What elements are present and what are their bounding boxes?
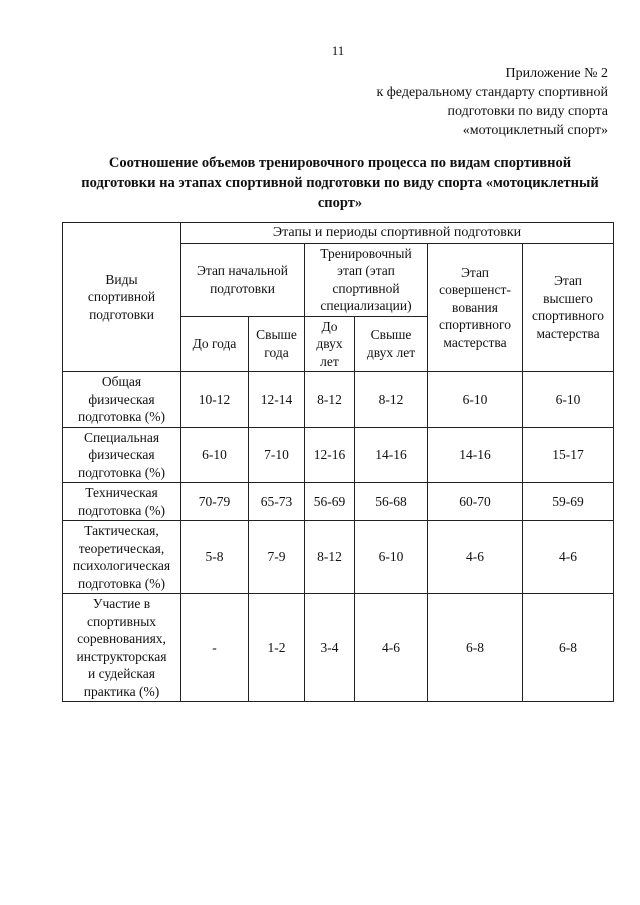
table-cell: 14-16 [355, 427, 428, 483]
appendix-line-1: Приложение № 2 [505, 66, 608, 81]
table-row [63, 521, 614, 594]
table-cell: 15-17 [523, 427, 614, 483]
table-row [63, 372, 614, 428]
row-label: Общая физическая подготовка (%) [63, 372, 181, 428]
header-stage-higher: Этап высшего спортивного мастерства [523, 243, 614, 372]
page-number: 11 [331, 43, 345, 58]
header-initial-up-to-year: До года [181, 316, 249, 372]
row-label: Техническая подготовка (%) [63, 483, 181, 521]
table-cell: 10-12 [181, 372, 249, 428]
appendix-line-3: подготовки по виду спорта [447, 104, 608, 119]
row-label: Специальная физическая подготовка (%) [63, 427, 181, 483]
header-initial-over-year: Свыше года [249, 316, 305, 372]
document-title [70, 153, 610, 213]
title-line-3: спорт» [317, 195, 363, 211]
row-label: Тактическая, теоретическая, психологическая подготовка (%) [63, 521, 181, 594]
table-cell: 65-73 [249, 483, 305, 521]
table-cell: 3-4 [305, 594, 355, 702]
title-line-2: подготовки на этапах спортивной подготовки по виду спорта «мотоциклетный [81, 175, 599, 191]
header-stage-training: Тренировочный этап (этап спортивной специализации) [305, 243, 428, 316]
table-cell: 6-8 [428, 594, 523, 702]
title-line-1: Соотношение объемов тренировочного процесса по видам спортивной [108, 155, 572, 171]
table-row [63, 427, 614, 483]
header-stage-improvement: Этап совершенст- вования спортивного мастерства [428, 243, 523, 372]
table-cell: 7-9 [249, 521, 305, 594]
appendix-note [376, 64, 608, 140]
header-training-up-to-two: До двух лет [305, 316, 355, 372]
table-cell: 12-16 [305, 427, 355, 483]
table-cell: 56-68 [355, 483, 428, 521]
table-cell: 5-8 [181, 521, 249, 594]
table-cell: 56-69 [305, 483, 355, 521]
row-label: Участие в спортивных соревнованиях, инструкторская и судейская практика (%) [63, 594, 181, 702]
appendix-line-4: «мотоциклетный спорт» [462, 123, 608, 138]
table-cell: 6-10 [181, 427, 249, 483]
table-cell: 60-70 [428, 483, 523, 521]
header-training-over-two: Свыше двух лет [355, 316, 428, 372]
table-cell: 70-79 [181, 483, 249, 521]
table-cell: 6-8 [523, 594, 614, 702]
training-ratio-table [62, 222, 614, 702]
table-row [63, 483, 614, 521]
table-cell: 12-14 [249, 372, 305, 428]
table-cell: 6-10 [428, 372, 523, 428]
table-cell: 1-2 [249, 594, 305, 702]
header-sport-types: Виды спортивной подготовки [63, 223, 181, 372]
header-stages: Этапы и периоды спортивной подготовки [181, 223, 614, 244]
appendix-line-2: к федеральному стандарту спортивной [376, 85, 608, 100]
table-cell: 14-16 [428, 427, 523, 483]
table-cell: 4-6 [523, 521, 614, 594]
table-cell: 8-12 [305, 521, 355, 594]
table-cell: 6-10 [355, 521, 428, 594]
table-cell: 4-6 [428, 521, 523, 594]
table-cell: - [181, 594, 249, 702]
table-cell: 59-69 [523, 483, 614, 521]
table-cell: 8-12 [355, 372, 428, 428]
table-cell: 6-10 [523, 372, 614, 428]
table-cell: 4-6 [355, 594, 428, 702]
table-row [63, 594, 614, 702]
header-stage-initial: Этап начальной подготовки [181, 243, 305, 316]
table-cell: 7-10 [249, 427, 305, 483]
table-cell: 8-12 [305, 372, 355, 428]
